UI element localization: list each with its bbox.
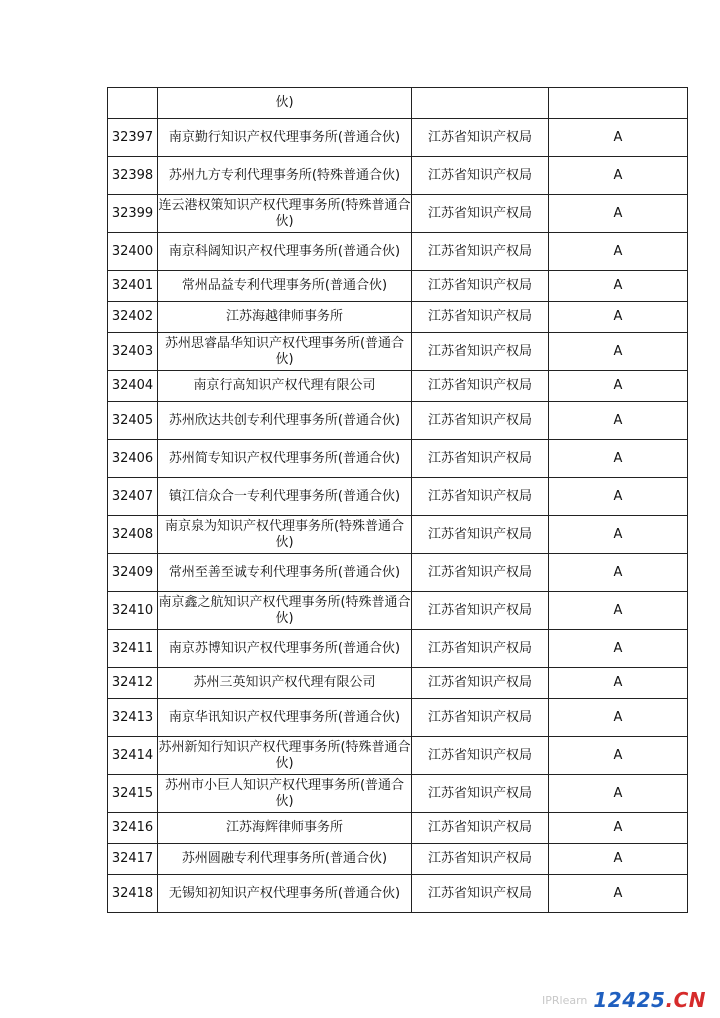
- cell-number: 32413: [108, 699, 158, 737]
- cell-authority: 江苏省知识产权局: [412, 844, 549, 875]
- cell-number: 32417: [108, 844, 158, 875]
- cell-agency-name: 苏州九方专利代理事务所(特殊普通合伙): [158, 157, 412, 195]
- cell-grade: A: [549, 371, 688, 402]
- table-row: [108, 592, 688, 630]
- cell-agency-name: 江苏海越律师事务所: [158, 302, 412, 333]
- cell-authority: 江苏省知识产权局: [412, 271, 549, 302]
- cell-number: 32416: [108, 813, 158, 844]
- cell-number: 32401: [108, 271, 158, 302]
- cell-number: 32404: [108, 371, 158, 402]
- cell-grade: A: [549, 737, 688, 775]
- cell-authority: 江苏省知识产权局: [412, 554, 549, 592]
- cell-number: 32399: [108, 195, 158, 233]
- table-row: [108, 440, 688, 478]
- table-row: [108, 516, 688, 554]
- table-row: [108, 775, 688, 813]
- cell-number: 32403: [108, 333, 158, 371]
- cell-authority: 江苏省知识产权局: [412, 195, 549, 233]
- cell-grade: A: [549, 844, 688, 875]
- table-row: [108, 737, 688, 775]
- cell-number: 32412: [108, 668, 158, 699]
- cell-grade: A: [549, 813, 688, 844]
- cell-grade: A: [549, 699, 688, 737]
- table-row: [108, 813, 688, 844]
- cell-grade: A: [549, 630, 688, 668]
- cell-number: 32409: [108, 554, 158, 592]
- cell-authority: 江苏省知识产权局: [412, 371, 549, 402]
- cell-number: 32397: [108, 119, 158, 157]
- cell-authority: 江苏省知识产权局: [412, 775, 549, 813]
- cell-grade: A: [549, 668, 688, 699]
- cell-grade: A: [549, 440, 688, 478]
- cell-grade: A: [549, 333, 688, 371]
- table-row: [108, 371, 688, 402]
- table-row: [108, 271, 688, 302]
- cell-authority: [412, 88, 549, 119]
- cell-authority: 江苏省知识产权局: [412, 813, 549, 844]
- cell-agency-name: 南京苏博知识产权代理事务所(普通合伙): [158, 630, 412, 668]
- cell-grade: A: [549, 157, 688, 195]
- site-logo-main: 12425: [593, 988, 666, 1012]
- agency-table: [107, 87, 688, 913]
- table-row: [108, 233, 688, 271]
- cell-authority: 江苏省知识产权局: [412, 157, 549, 195]
- cell-number: 32402: [108, 302, 158, 333]
- cell-agency-name: 南京科阔知识产权代理事务所(普通合伙): [158, 233, 412, 271]
- cell-grade: [549, 88, 688, 119]
- cell-number: 32400: [108, 233, 158, 271]
- table-row: [108, 554, 688, 592]
- cell-agency-name: 无锡知初知识产权代理事务所(普通合伙): [158, 875, 412, 913]
- table-row: [108, 119, 688, 157]
- cell-agency-name: 江苏海辉律师事务所: [158, 813, 412, 844]
- table-row: [108, 668, 688, 699]
- table-row: [108, 302, 688, 333]
- site-logo-suffix: .CN: [665, 988, 706, 1012]
- table-row: [108, 157, 688, 195]
- table-row: [108, 844, 688, 875]
- cell-authority: 江苏省知识产权局: [412, 516, 549, 554]
- cell-agency-name: 常州品益专利代理事务所(普通合伙): [158, 271, 412, 302]
- wechat-source-label: IPRlearn: [542, 993, 588, 1007]
- cell-grade: A: [549, 775, 688, 813]
- cell-authority: 江苏省知识产权局: [412, 630, 549, 668]
- cell-authority: 江苏省知识产权局: [412, 402, 549, 440]
- cell-authority: 江苏省知识产权局: [412, 668, 549, 699]
- cell-grade: A: [549, 554, 688, 592]
- cell-grade: A: [549, 516, 688, 554]
- cell-number: 32406: [108, 440, 158, 478]
- cell-agency-name: 连云港权策知识产权代理事务所(特殊普通合伙): [158, 195, 412, 233]
- cell-grade: A: [549, 271, 688, 302]
- cell-grade: A: [549, 195, 688, 233]
- table-row: [108, 402, 688, 440]
- cell-authority: 江苏省知识产权局: [412, 875, 549, 913]
- cell-authority: 江苏省知识产权局: [412, 119, 549, 157]
- cell-grade: A: [549, 402, 688, 440]
- cell-authority: 江苏省知识产权局: [412, 737, 549, 775]
- cell-number: 32405: [108, 402, 158, 440]
- cell-authority: 江苏省知识产权局: [412, 440, 549, 478]
- cell-number: 32408: [108, 516, 158, 554]
- cell-agency-name: 镇江信众合一专利代理事务所(普通合伙): [158, 478, 412, 516]
- table-row-continued: [108, 88, 688, 119]
- cell-agency-name: 苏州简专知识产权代理事务所(普通合伙): [158, 440, 412, 478]
- cell-number: 32398: [108, 157, 158, 195]
- table-row: [108, 195, 688, 233]
- site-logo: [593, 988, 706, 1012]
- cell-agency-name: 南京勤行知识产权代理事务所(普通合伙): [158, 119, 412, 157]
- cell-agency-name: 南京泉为知识产权代理事务所(特殊普通合伙): [158, 516, 412, 554]
- table-row: [108, 478, 688, 516]
- cell-authority: 江苏省知识产权局: [412, 592, 549, 630]
- cell-grade: A: [549, 302, 688, 333]
- table-row: [108, 333, 688, 371]
- cell-agency-name: 苏州市小巨人知识产权代理事务所(普通合伙): [158, 775, 412, 813]
- table-row: [108, 630, 688, 668]
- table-row: [108, 875, 688, 913]
- cell-agency-name: 苏州思睿晶华知识产权代理事务所(普通合伙): [158, 333, 412, 371]
- cell-grade: A: [549, 875, 688, 913]
- cell-authority: 江苏省知识产权局: [412, 302, 549, 333]
- cell-authority: 江苏省知识产权局: [412, 699, 549, 737]
- watermark: [542, 988, 706, 1012]
- cell-authority: 江苏省知识产权局: [412, 233, 549, 271]
- cell-number: 32418: [108, 875, 158, 913]
- cell-agency-name: 苏州圆融专利代理事务所(普通合伙): [158, 844, 412, 875]
- cell-number: 32414: [108, 737, 158, 775]
- cell-agency-name: 南京鑫之航知识产权代理事务所(特殊普通合伙): [158, 592, 412, 630]
- cell-agency-name: 南京华讯知识产权代理事务所(普通合伙): [158, 699, 412, 737]
- cell-agency-name: 常州至善至诚专利代理事务所(普通合伙): [158, 554, 412, 592]
- cell-number: 32411: [108, 630, 158, 668]
- cell-agency-name: 苏州三英知识产权代理有限公司: [158, 668, 412, 699]
- cell-number: 32407: [108, 478, 158, 516]
- cell-grade: A: [549, 592, 688, 630]
- cell-agency-name: 伙): [158, 88, 412, 119]
- table-row: [108, 699, 688, 737]
- cell-grade: A: [549, 478, 688, 516]
- cell-authority: 江苏省知识产权局: [412, 333, 549, 371]
- cell-agency-name: 苏州欣达共创专利代理事务所(普通合伙): [158, 402, 412, 440]
- cell-agency-name: 南京行高知识产权代理有限公司: [158, 371, 412, 402]
- cell-grade: A: [549, 119, 688, 157]
- cell-authority: 江苏省知识产权局: [412, 478, 549, 516]
- cell-number: 32410: [108, 592, 158, 630]
- cell-agency-name: 苏州新知行知识产权代理事务所(特殊普通合伙): [158, 737, 412, 775]
- cell-grade: A: [549, 233, 688, 271]
- cell-number: [108, 88, 158, 119]
- cell-number: 32415: [108, 775, 158, 813]
